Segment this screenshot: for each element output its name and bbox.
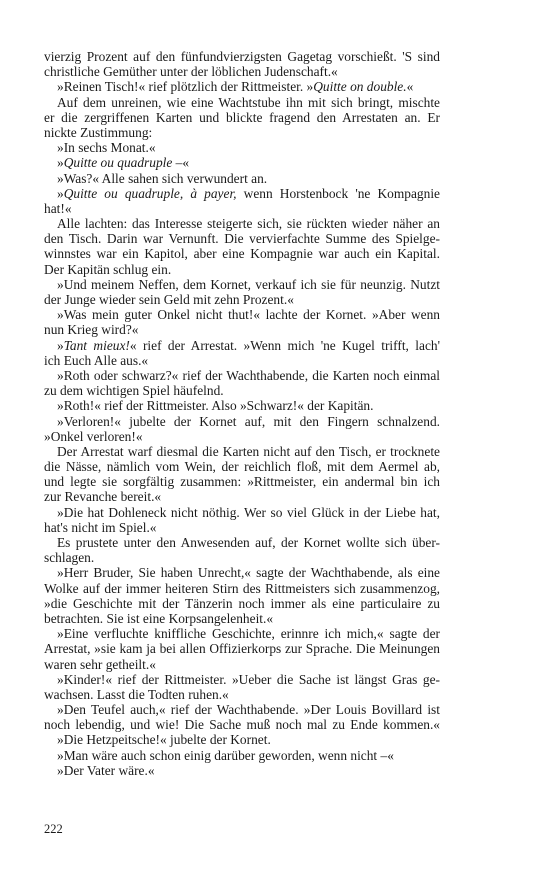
text-line	[44, 657, 440, 672]
line-text: Der Arrestat warf diesmal die Karten nicht auf den Tisch, er trocknete	[57, 443, 440, 459]
line-text: hat!«	[44, 200, 72, 216]
line-italic-text: Quitte on double.	[313, 79, 407, 95]
line-text: »die Geschichte mit der Tänzerin noch immer als eine particulaire zu	[44, 595, 440, 611]
line-text: »Verloren!« jubelte der Kornet auf, mit den Fingern schnalzend.	[57, 413, 440, 429]
text-line	[44, 611, 440, 626]
text-line	[44, 277, 440, 292]
text-line	[44, 79, 440, 94]
line-text: nun Krieg wird?«	[44, 322, 139, 338]
text-line	[44, 565, 440, 580]
text-line	[44, 763, 440, 778]
line-text: Auf dem unreinen, wie eine Wachtstube ihn mit sich bringt, mischte	[57, 94, 440, 110]
line-text: ich Euch Alle aus.«	[44, 352, 149, 368]
text-line	[44, 64, 440, 79]
line-text: er die zergriffenen Karten und blickte fragend den Arrestaten an. Er	[44, 109, 440, 125]
line-text: hat's nicht im Spiel.«	[44, 519, 157, 535]
line-text: winnstes war ein Kapitol, aber eine Kompagnie war auch ein Kapital.	[44, 246, 440, 262]
text-line	[44, 672, 440, 687]
line-text: »Und meinem Neffen, dem Kornet, verkauf ich sie für neunzig. Nutzt	[57, 276, 440, 292]
line-text: »	[57, 155, 64, 171]
line-italic-text: Quitte ou quadruple	[63, 155, 173, 171]
text-line	[44, 338, 440, 353]
text-line	[44, 641, 440, 656]
line-text: »Eine verfluchte kniffliche Geschichte, erinnre ich mich,« sagte der	[57, 626, 440, 642]
text-line	[44, 368, 440, 383]
line-text: zur Revanche bereit.«	[44, 489, 162, 505]
line-text: christliche Gemüther unter der löblichen Judenschaft.«	[44, 64, 338, 80]
line-tail-text: «	[406, 79, 414, 95]
text-line	[44, 474, 440, 489]
line-text: Arrestat, »sie kam ja bei allen Offizierkorps zur Sprache. Die Meinungen	[44, 641, 440, 657]
line-text: »	[57, 337, 64, 353]
text-line	[44, 505, 440, 520]
line-text: »Herr Bruder, Sie haben Unrecht,« sagte der Wachthabende, als eine	[57, 565, 440, 581]
text-line	[44, 459, 440, 474]
page-number: 222	[44, 822, 63, 836]
text-line	[44, 596, 440, 611]
text-line	[44, 687, 440, 702]
text-line	[44, 383, 440, 398]
line-text: »Reinen Tisch!« rief plötzlich der Rittmeister. »	[57, 79, 314, 95]
line-text: nickte Zustimmung:	[44, 124, 153, 140]
line-tail-text: wenn Horstenbock 'ne Kompagnie	[236, 185, 440, 201]
text-line	[44, 140, 440, 155]
line-text: »Roth!« rief der Rittmeister. Also »Schwarz!« der Kapitän.	[57, 398, 374, 414]
line-tail-text: –«	[172, 155, 190, 171]
text-line	[44, 292, 440, 307]
text-line	[44, 520, 440, 535]
line-text: »Die Hetzpeitsche!« jubelte der Kornet.	[57, 732, 271, 748]
text-line	[44, 322, 440, 337]
text-line	[44, 732, 440, 747]
line-text: noch lebendig, und wie! Die Sache muß noch mal zu Ende kommen.«	[44, 717, 440, 733]
line-text: betrachten. Sie ist eine Korpsangelenheit.«	[44, 610, 274, 626]
line-text: Es prustete unter den Anwesenden auf, der Kornet wollte sich über-	[57, 535, 440, 550]
line-text: »	[57, 185, 64, 201]
line-text: Der Kapitän schlug ein.	[44, 261, 172, 277]
line-text: waren sehr getheilt.«	[44, 656, 156, 672]
body-text	[44, 49, 440, 778]
text-line	[44, 353, 440, 368]
text-line	[44, 626, 440, 641]
text-line	[44, 581, 440, 596]
text-line	[44, 717, 440, 732]
line-text: »Die hat Dohleneck nicht nöthig. Wer so viel Glück in der Liebe hat,	[57, 504, 440, 520]
text-line	[44, 155, 440, 170]
line-text: »Onkel verloren!«	[44, 428, 143, 444]
line-text: und legte sie sorgfältig zusammen: »Rittmeister, ein andermal bin ich	[44, 474, 440, 490]
line-tail-text: « rief der Arrestat. »Wenn mich 'ne Kugel trifft, lach'	[129, 337, 440, 353]
line-text: zu dem wichtigen Spiel häufelnd.	[44, 383, 224, 399]
line-text: »Kinder!« rief der Rittmeister. »Ueber die Sache ist längst Gras ge-	[57, 671, 440, 687]
line-text: Wolke auf der immer heiteren Stirn des Rittmeisters sich zusammenzog,	[44, 580, 440, 596]
text-line	[44, 307, 440, 322]
text-line	[44, 216, 440, 231]
text-line	[44, 246, 440, 261]
line-text: »Was?« Alle sahen sich verwundert an.	[57, 170, 268, 186]
line-text: »Der Vater wäre.«	[57, 762, 155, 778]
line-italic-text: Tant mieux!	[63, 337, 130, 353]
line-text: »Den Teufel auch,« rief der Wachthabende. »Der Louis Bovillard ist	[57, 702, 440, 718]
line-text: die Nässe, nämlich vom Wein, der reichlich floß, mit dem Aermel ab,	[44, 459, 440, 475]
text-line	[44, 702, 440, 717]
text-line	[44, 95, 440, 110]
text-line	[44, 110, 440, 125]
line-text: »Was mein guter Onkel nicht thut!« lachte der Kornet. »Aber wenn	[57, 307, 440, 323]
line-text: »Man wäre auch schon einig darüber geworden, wenn nicht –«	[57, 747, 394, 763]
text-line	[44, 414, 440, 429]
line-text: schlagen.	[44, 550, 95, 566]
line-text: der Junge wieder sein Geld mit zehn Prozent.«	[44, 292, 294, 307]
text-line	[44, 171, 440, 186]
text-line	[44, 201, 440, 216]
text-line	[44, 125, 440, 140]
text-line	[44, 186, 440, 201]
text-line	[44, 429, 440, 444]
line-text: »Roth oder schwarz?« rief der Wachthabende, die Karten noch einmal	[57, 367, 440, 383]
line-text: wachsen. Lasst die Todten ruhen.«	[44, 686, 229, 702]
text-line	[44, 748, 440, 763]
text-line	[44, 444, 440, 459]
line-text: den Tisch. Darin war Vernunft. Die vervierfachte Summe des Spielge-	[44, 231, 440, 247]
text-line	[44, 231, 440, 246]
text-line	[44, 49, 440, 64]
line-italic-text: Quitte ou quadruple, à payer,	[63, 185, 237, 201]
text-line	[44, 550, 440, 565]
text-line	[44, 535, 440, 550]
text-line	[44, 262, 440, 277]
line-text: »In sechs Monat.«	[57, 140, 156, 156]
text-line	[44, 398, 440, 413]
line-text: vierzig Prozent auf den fünfundvierzigsten Gagetag vorschießt. 'S sind	[44, 49, 440, 64]
text-line	[44, 489, 440, 504]
line-text: Alle lachten: das Interesse steigerte sich, sie rückten wieder näher an	[57, 216, 440, 232]
